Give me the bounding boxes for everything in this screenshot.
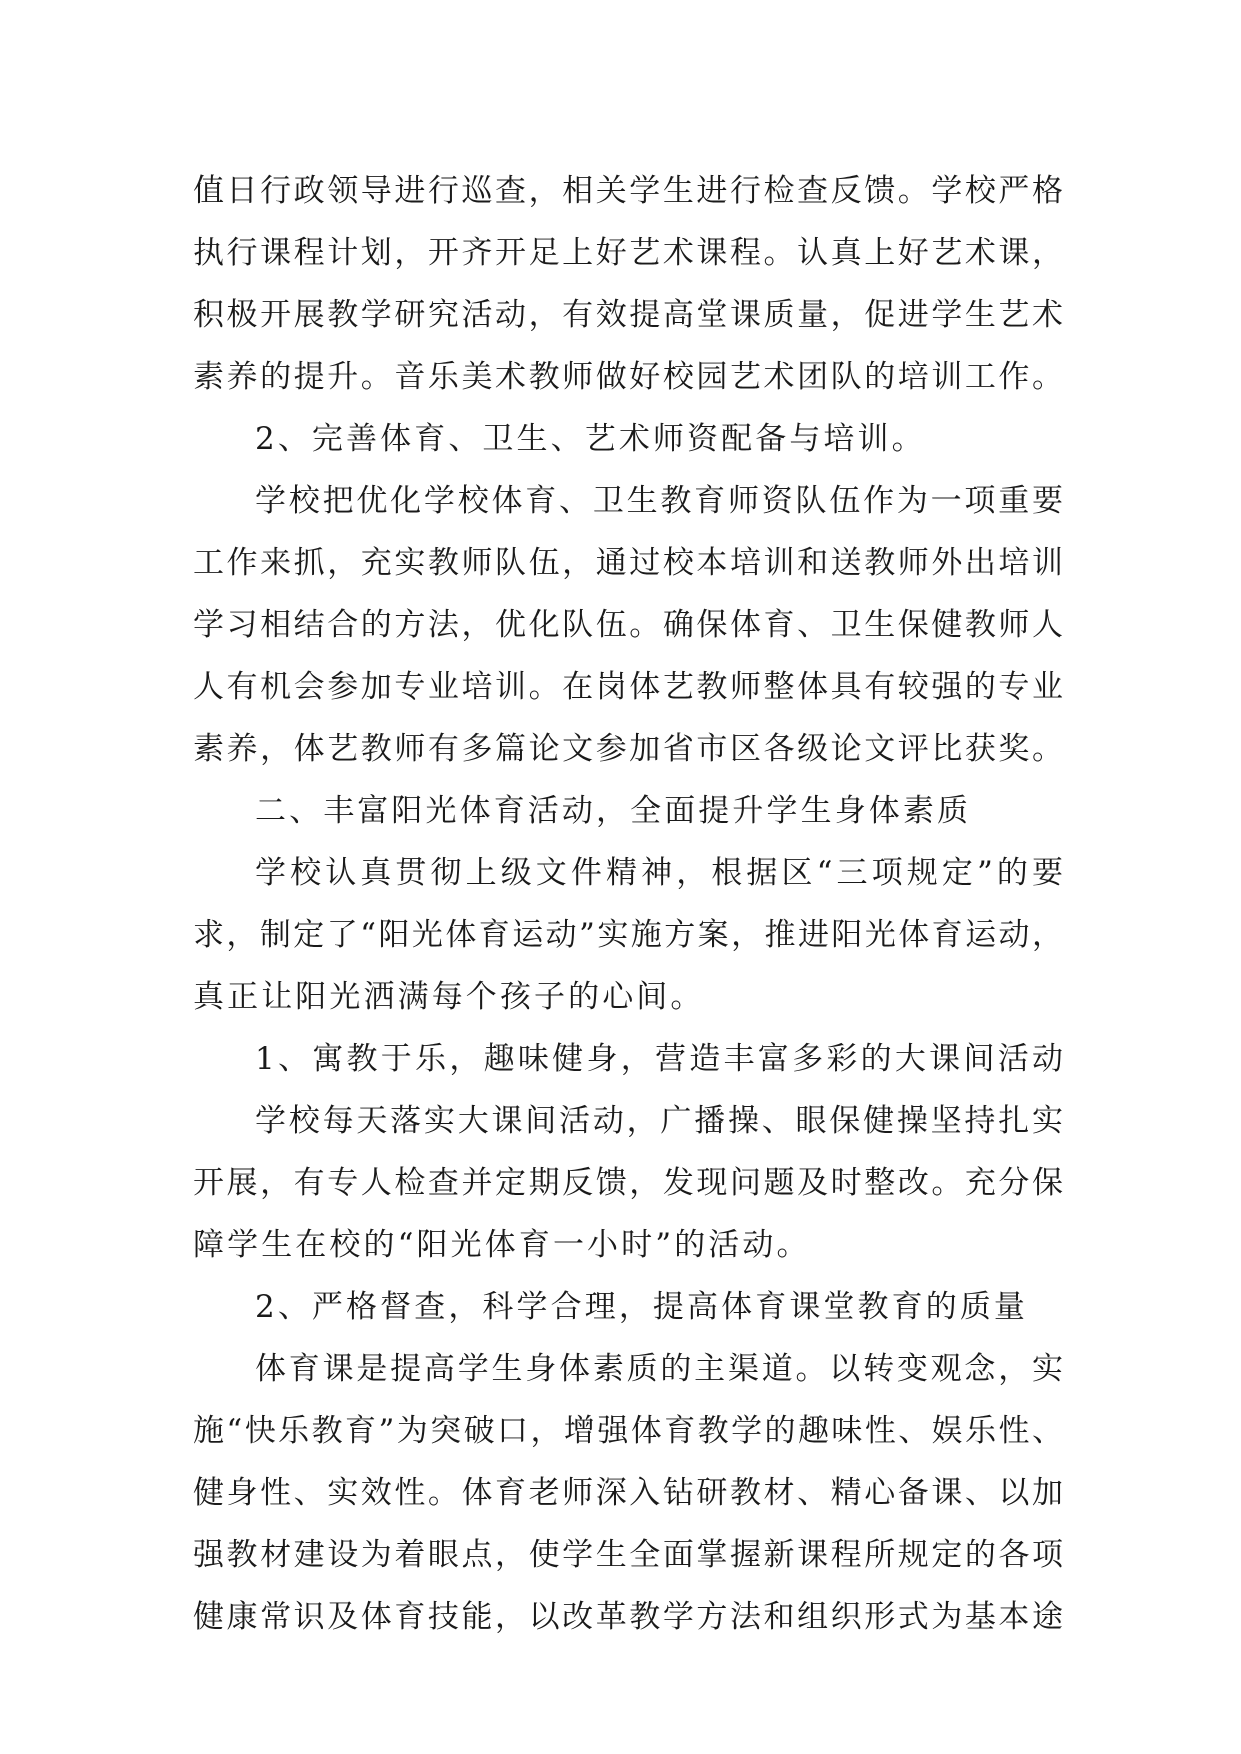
document-body — [193, 160, 1063, 1648]
text-line: 工作来抓，充实教师队伍，通过校本培训和送教师外出培训 — [193, 545, 1063, 581]
text-line: 学校认真贯彻上级文件精神，根据区“三项规定”的要 — [255, 855, 1063, 891]
text-line: 开展，有专人检查并定期反馈，发现问题及时整改。充分保 — [193, 1165, 1063, 1201]
text-line: 障学生在校的“阳光体育一小时”的活动。 — [193, 1227, 811, 1263]
text-line: 学校每天落实大课间活动，广播操、眼保健操坚持扎实 — [255, 1103, 1063, 1139]
subheading-line: 2、完善体育、卫生、艺术师资配备与培训。 — [255, 421, 926, 457]
text-line: 施“快乐教育”为突破口，增强体育教学的趣味性、娱乐性、 — [193, 1413, 1063, 1449]
text-line: 强教材建设为着眼点，使学生全面掌握新课程所规定的各项 — [193, 1537, 1063, 1573]
text-line: 人有机会参加专业培训。在岗体艺教师整体具有较强的专业 — [193, 669, 1063, 705]
text-line: 真正让阳光洒满每个孩子的心间。 — [193, 979, 705, 1015]
text-line: 健康常识及体育技能，以改革教学方法和组织形式为基本途 — [193, 1599, 1063, 1635]
text-line: 积极开展教学研究活动，有效提高堂课质量，促进学生艺术 — [193, 297, 1063, 333]
text-line: 学习相结合的方法，优化队伍。确保体育、卫生保健教师人 — [193, 607, 1063, 643]
text-line: 体育课是提高学生身体素质的主渠道。以转变观念，实 — [255, 1351, 1063, 1387]
text-line: 执行课程计划，开齐开足上好艺术课程。认真上好艺术课， — [193, 235, 1063, 271]
text-line: 素养的提升。音乐美术教师做好校园艺术团队的培训工作。 — [193, 359, 1063, 395]
text-line: 学校把优化学校体育、卫生教育师资队伍作为一项重要 — [255, 483, 1063, 519]
text-line: 求，制定了“阳光体育运动”实施方案，推进阳光体育运动， — [193, 917, 1063, 953]
text-line: 素养，体艺教师有多篇论文参加省市区各级论文评比获奖。 — [193, 731, 1063, 767]
subheading-line: 2、严格督查，科学合理，提高体育课堂教育的质量 — [255, 1289, 1029, 1325]
text-line: 值日行政领导进行巡查，相关学生进行检查反馈。学校严格 — [193, 173, 1063, 209]
subheading-line: 1、寓教于乐，趣味健身，营造丰富多彩的大课间活动 — [255, 1041, 1063, 1077]
text-line: 健身性、实效性。体育老师深入钻研教材、精心备课、以加 — [193, 1475, 1063, 1511]
section-heading-line: 二、丰富阳光体育活动，全面提升学生身体素质 — [255, 793, 972, 829]
